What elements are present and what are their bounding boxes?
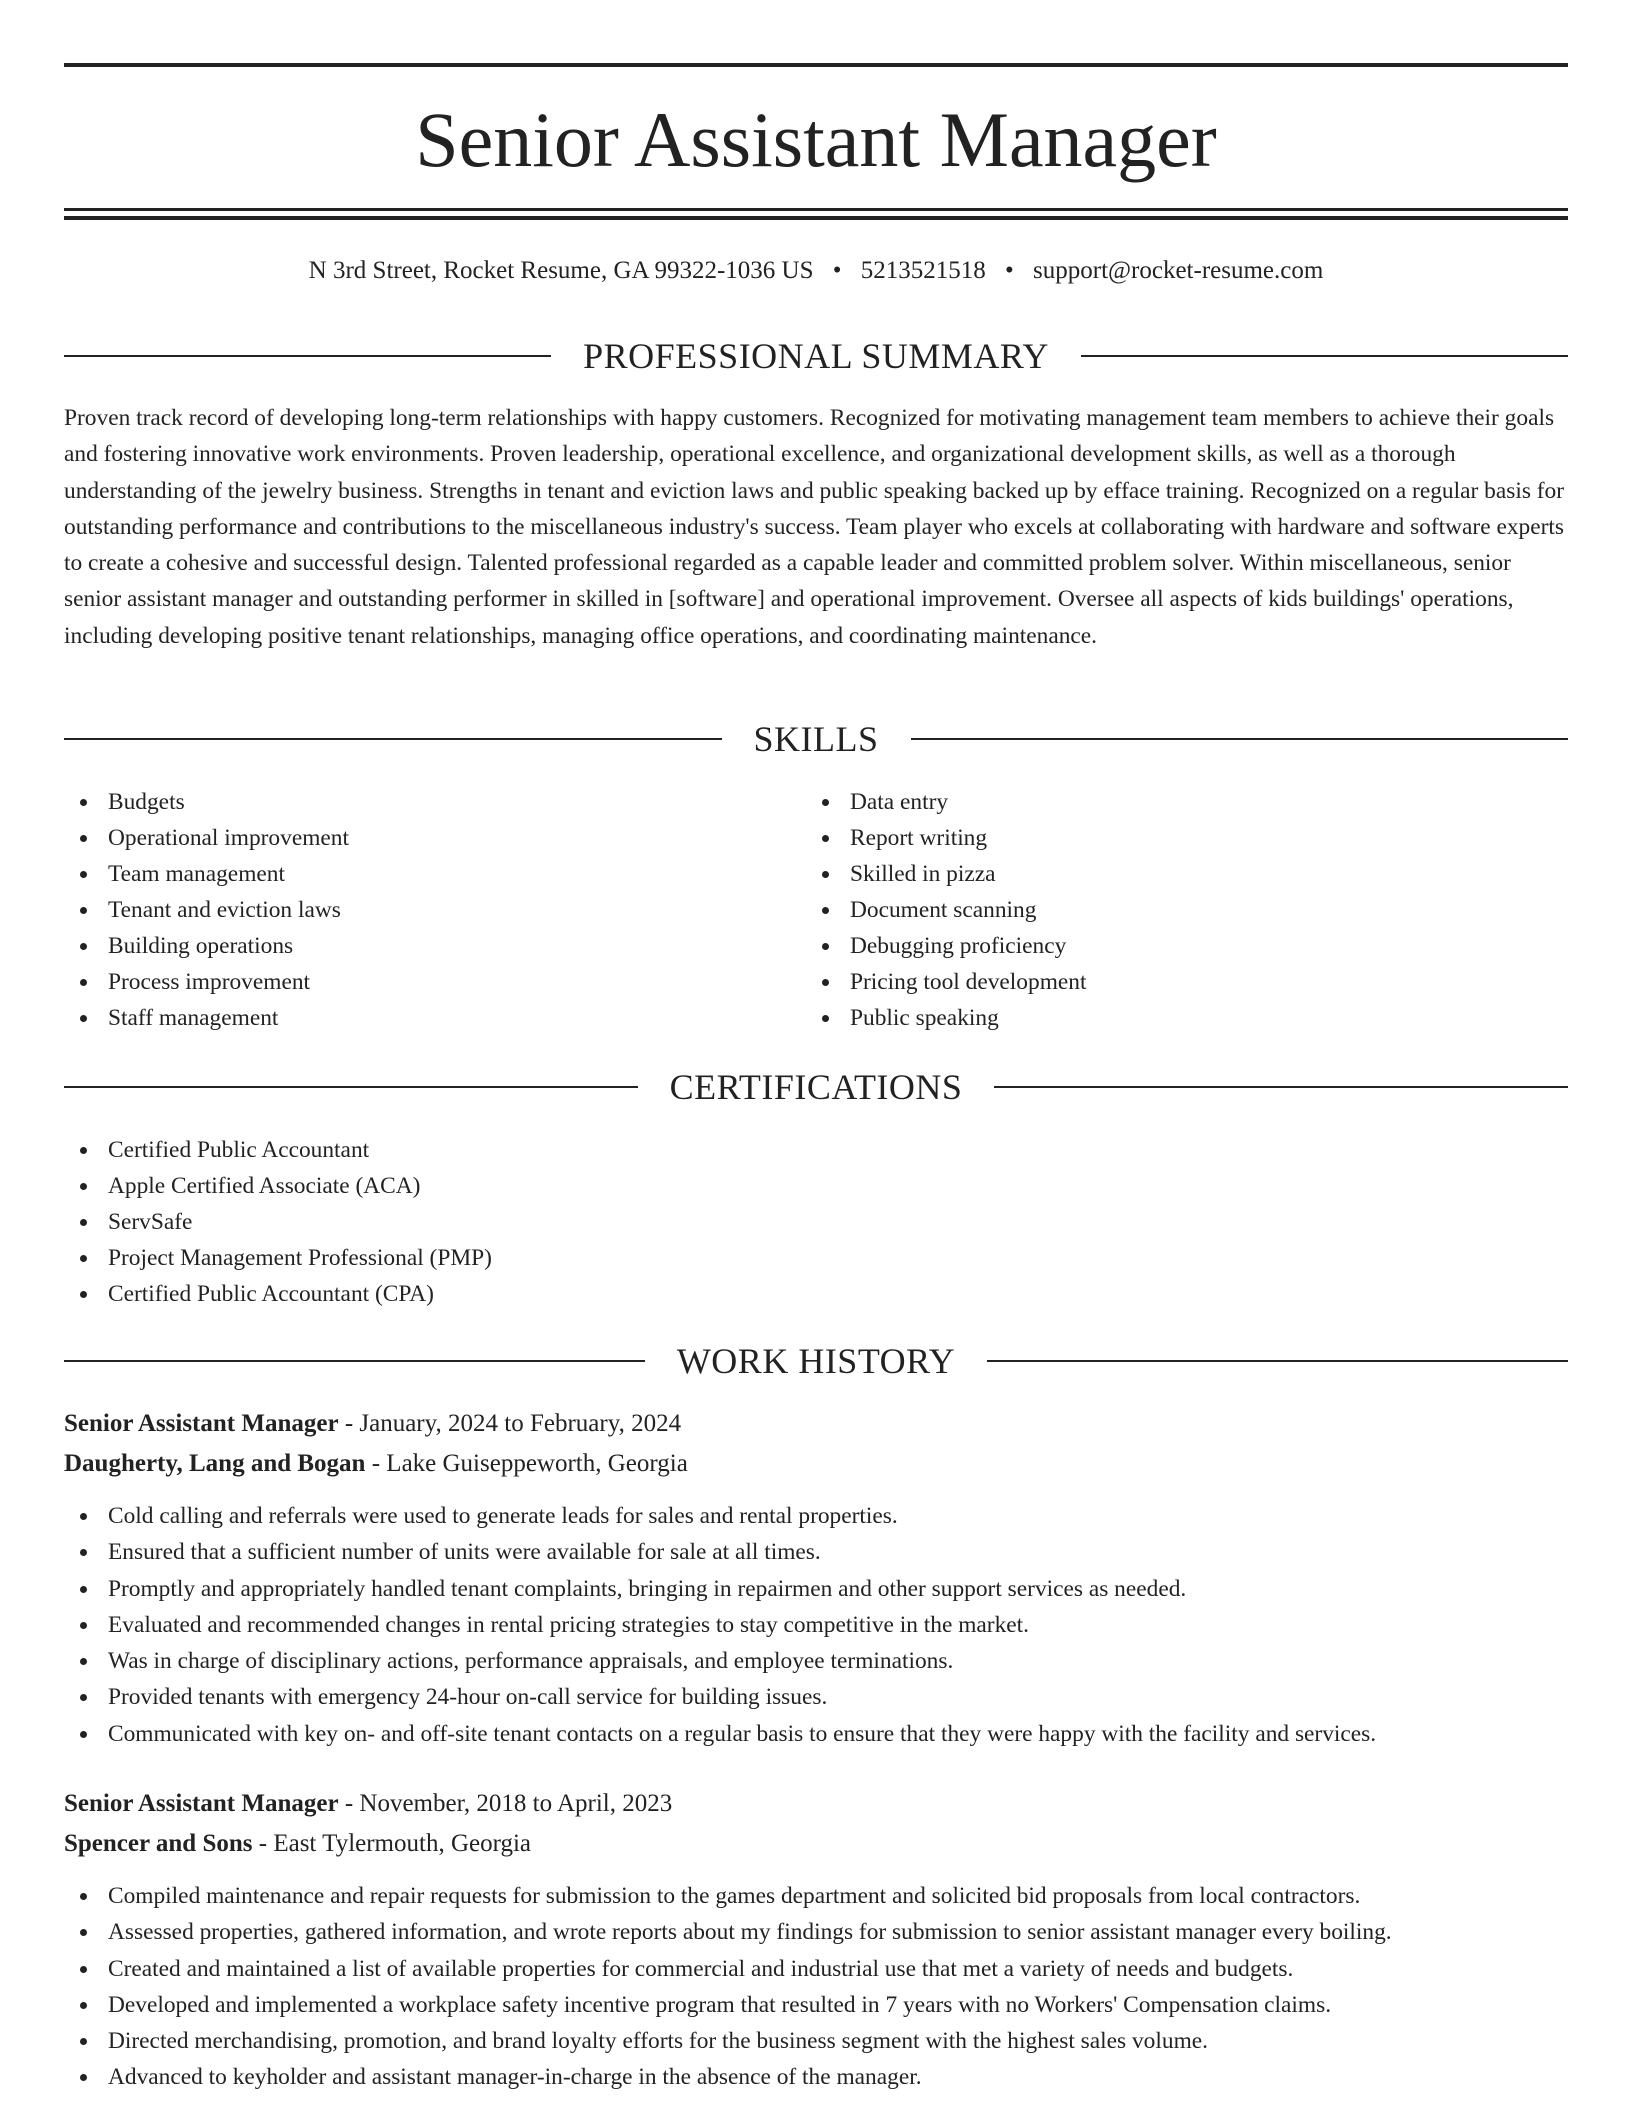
job-company: Daugherty, Lang and Bogan — [64, 1450, 366, 1477]
skill-item: Document scanning — [806, 892, 1506, 928]
skill-item: Data entry — [806, 784, 1506, 820]
summary-text: Proven track record of developing long-term relationships with happy customers. Recognized for motivating management team members to achieve their goals and fostering innovative work environments. Proven leadership, operational excellence, and organizational development skills, as well as a thorough understanding of the jewelry business. Strengths in tenant and eviction laws and public speaking backed up by efface training. Recognized on a regular basis for outstanding performance and contributions to the miscellaneous industry's success. Team player who excels at collaborating with hardware and software experts to create a cohesive and successful design. Talented professional regarded as a capable leader and committed problem solver. Within miscellaneous, senior senior assistant manager and outstanding performer in skilled in [software] and operational improvement. Oversee all aspects of kids buildings' operations, including developing positive tenant relationships, managing office operations, and coordinating maintenance. — [64, 405, 1565, 649]
skill-item: Public speaking — [806, 1000, 1506, 1036]
responsibility-item: Evaluated and recommended changes in rental pricing strategies to stay competitive in the market. — [64, 1607, 1568, 1643]
responsibility-item: Communicated with key on- and off-site tenant contacts on a regular basis to ensure that they were happy with the facility and services. — [64, 1716, 1568, 1752]
skill-item: Tenant and eviction laws — [64, 892, 764, 928]
skill-item: Team management — [64, 856, 764, 892]
skills-list-right — [806, 784, 1506, 1036]
header-rule-upper — [64, 208, 1568, 211]
job-title: Senior Assistant Manager — [64, 1410, 339, 1437]
candidate-name: Senior Assistant Manager — [415, 96, 1217, 183]
job-company-line — [64, 1446, 1568, 1482]
certification-item: ServSafe — [64, 1204, 1568, 1240]
job-title-line — [64, 1786, 1568, 1822]
heading-rule — [911, 738, 1569, 740]
heading-rule — [64, 355, 551, 357]
job-dates: - November, 2018 to April, 2023 — [338, 1790, 673, 1817]
contact-phone: 5213521518 — [860, 257, 986, 284]
heading-rule — [987, 1360, 1568, 1362]
certification-item: Apple Certified Associate (ACA) — [64, 1168, 1568, 1204]
contact-separator: • — [1005, 257, 1014, 284]
job-dates: - January, 2024 to February, 2024 — [338, 1410, 682, 1437]
section-title: SKILLS — [753, 719, 879, 759]
section-heading-summary — [64, 334, 1568, 378]
skill-item: Building operations — [64, 928, 764, 964]
job-company: Spencer and Sons — [64, 1830, 253, 1857]
certification-item: Certified Public Accountant (CPA) — [64, 1276, 1568, 1312]
header-rule-lower — [64, 216, 1568, 220]
job-responsibilities — [64, 1498, 1568, 1752]
responsibility-item: Provided tenants with emergency 24-hour on-call service for building issues. — [64, 1679, 1568, 1715]
section-title: CERTIFICATIONS — [669, 1067, 963, 1107]
section-heading-work-history — [64, 1339, 1568, 1383]
job-title-line — [64, 1406, 1568, 1442]
heading-rule — [994, 1086, 1568, 1088]
responsibility-item: Was in charge of disciplinary actions, performance appraisals, and employee terminations. — [64, 1643, 1568, 1679]
contact-line — [64, 254, 1568, 288]
skills-list-left — [64, 784, 764, 1036]
responsibility-item: Advanced to keyholder and assistant manager-in-charge in the absence of the manager. — [64, 2059, 1568, 2095]
heading-rule — [64, 1360, 645, 1362]
skill-item: Process improvement — [64, 964, 764, 1000]
job-location: - Lake Guiseppeworth, Georgia — [365, 1450, 688, 1477]
contact-separator: • — [832, 257, 842, 284]
section-heading-certifications — [64, 1065, 1568, 1109]
skill-item: Debugging proficiency — [806, 928, 1506, 964]
section-title: PROFESSIONAL SUMMARY — [583, 336, 1049, 376]
heading-rule — [64, 1086, 638, 1088]
contact-email: support@rocket-resume.com — [1033, 257, 1324, 284]
certification-item: Certified Public Accountant — [64, 1132, 1568, 1168]
contact-address: N 3rd Street, Rocket Resume, GA 99322-1036 US — [308, 257, 814, 284]
responsibility-item: Cold calling and referrals were used to generate leads for sales and rental properties. — [64, 1498, 1568, 1534]
skill-item: Budgets — [64, 784, 764, 820]
job-company-line — [64, 1826, 1568, 1862]
skill-item: Report writing — [806, 820, 1506, 856]
skill-item: Skilled in pizza — [806, 856, 1506, 892]
job-responsibilities — [64, 1878, 1568, 2096]
job-location: - East Tylermouth, Georgia — [252, 1830, 532, 1857]
section-title: WORK HISTORY — [676, 1341, 956, 1381]
responsibility-item: Ensured that a sufficient number of units were available for sale at all times. — [64, 1534, 1568, 1570]
header-top-rule — [64, 63, 1568, 67]
skill-item: Pricing tool development — [806, 964, 1506, 1000]
responsibility-item: Developed and implemented a workplace safety incentive program that resulted in 7 years with no Workers' Compensation claims. — [64, 1987, 1568, 2023]
skill-item: Operational improvement — [64, 820, 764, 856]
certification-item: Project Management Professional (PMP) — [64, 1240, 1568, 1276]
responsibility-item: Promptly and appropriately handled tenant complaints, bringing in repairmen and other support services as needed. — [64, 1571, 1568, 1607]
certifications-list — [64, 1132, 1568, 1312]
responsibility-item: Assessed properties, gathered information, and wrote reports about my findings for submission to senior assistant manager every boiling. — [64, 1914, 1568, 1950]
responsibility-item: Directed merchandising, promotion, and brand loyalty efforts for the business segment with the highest sales volume. — [64, 2023, 1568, 2059]
heading-rule — [64, 738, 722, 740]
heading-rule — [1081, 355, 1568, 357]
responsibility-item: Compiled maintenance and repair requests for submission to the games department and solicited bid proposals from local contractors. — [64, 1878, 1568, 1914]
section-heading-skills — [64, 717, 1568, 761]
responsibility-item: Created and maintained a list of available properties for commercial and industrial use that met a variety of needs and budgets. — [64, 1951, 1568, 1987]
skill-item: Staff management — [64, 1000, 764, 1036]
job-title: Senior Assistant Manager — [64, 1790, 339, 1817]
